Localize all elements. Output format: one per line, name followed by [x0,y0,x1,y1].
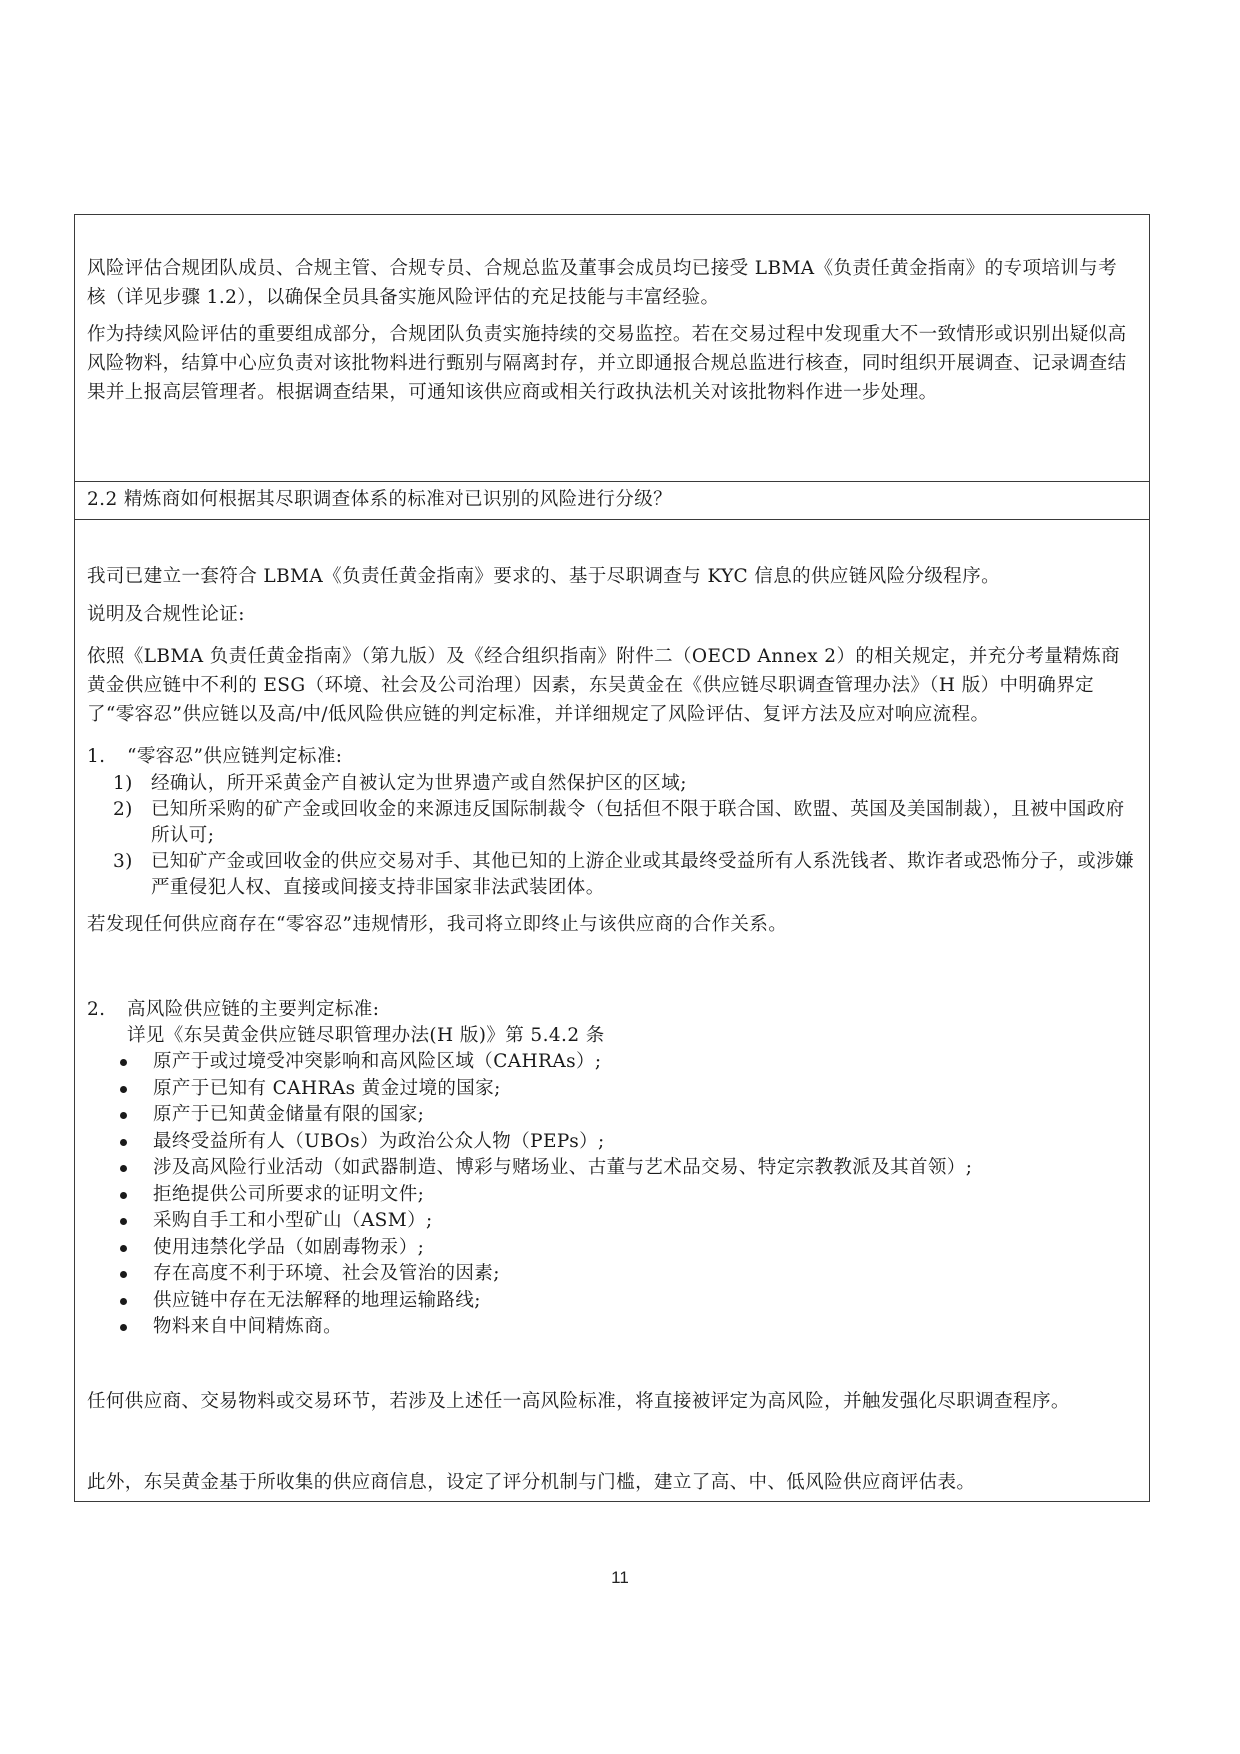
bullet-icon [117,1314,153,1340]
item-text: 供应链中存在无法解释的地理运输路线; [153,1289,481,1311]
zero-tolerance-list [87,771,1135,901]
page-number: 11 [611,1568,629,1587]
list-item [117,1314,1135,1341]
item-text: 已知所采购的矿产金或回收金的来源违反国际制裁令（包括但不限于联合国、欧盟、英国及美国制裁），且被中国政府所认可; [151,799,1125,846]
item-text: 原产于已知黄金储量有限的国家; [153,1104,425,1125]
item-text: 使用违禁化学品（如剧毒物汞）; [153,1236,425,1258]
list-item [117,1155,1135,1182]
document-table [74,214,1150,1502]
list-item [117,1261,1135,1288]
item-number: 3) [113,851,133,872]
list-item [113,797,1135,849]
explanation-label: 说明及合规性论证: [87,604,245,625]
bullet-icon [117,1288,153,1314]
explanation-paragraph: 依照《LBMA 负责任黄金指南》（第九版）及《经合组织指南》附件二（OECD Annex 2）的相关规定，并充分考量精炼商黄金供应链中不利的 ESG（环境、社会及公司治理）因素，东吴黄金在《供应链尽职调查管理办法》（H 版）中明确界定了“零容忍”供应链以及高/中/低风险供应链的判定标准，并详细规定了风险评估、复评方法及应对响应流程。 [87,646,1120,725]
zero-tolerance-heading [87,742,1135,771]
list-item [117,1102,1135,1129]
bullet-icon [117,1261,153,1287]
training-and-monitoring-cell [75,215,1149,481]
bullet-icon [117,1129,153,1155]
item-text: 最终受益所有人（UBOs）为政治公众人物（PEPs）; [153,1130,605,1152]
closing-paragraph: 此外，东吴黄金基于所收集的供应商信息，设定了评分机制与门槛，建立了高、中、低风险供应商评估表。 [87,1471,976,1493]
zero-tolerance-conclusion: 若发现任何供应商存在“零容忍”违规情形，我司将立即终止与该供应商的合作关系。 [87,914,788,935]
item-text: 原产于已知有 CAHRAs 黄金过境的国家; [153,1077,501,1099]
item-text: 已知矿产金或回收金的供应交易对手、其他已知的上游企业或其最终受益所有人系洗钱者、欺诈者或恐怖分子，或涉嫌严重侵犯人权、直接或间接支持非国家非法武装团体。 [151,851,1134,898]
item-text: 原产于或过境受冲突影响和高风险区域（CAHRAs）; [153,1051,602,1072]
bullet-icon [117,1049,153,1075]
list-number: 1. [87,746,106,767]
list-item [117,1129,1135,1156]
high-risk-criteria-list [87,1049,1135,1341]
item-text: 存在高度不利于环境、社会及管治的因素; [153,1263,500,1284]
item-text: 经确认，所开采黄金产自被认定为世界遗产或自然保护区的区域; [151,773,687,794]
zero-tolerance-title: “零容忍”供应链判定标准: [127,746,343,767]
section-header-2-2 [75,481,1149,520]
item-number: 1) [113,773,133,794]
high-risk-conclusion: 任何供应商、交易物料或交易环节，若涉及上述任一高风险标准，将直接被评定为高风险，并触发强化尽职调查程序。 [87,1390,1070,1412]
item-text: 采购自手工和小型矿山（ASM）; [153,1210,433,1231]
bullet-icon [117,1208,153,1234]
high-risk-reference: 详见《东吴黄金供应链尽职管理办法(H 版)》第 5.4.2 条 [127,1025,605,1046]
item-number: 2) [113,799,133,820]
bullet-icon [117,1155,153,1181]
intro-paragraph: 我司已建立一套符合 LBMA《负责任黄金指南》要求的、基于尽职调查与 KYC 信息的供应链风险分级程序。 [87,566,1000,587]
item-text: 涉及高风险行业活动（如武器制造、博彩与赌场业、古董与艺术品交易、特定宗教教派及其首领）; [153,1157,973,1178]
item-text: 拒绝提供公司所要求的证明文件; [153,1183,425,1205]
list-item [113,849,1135,901]
list-item [117,1049,1135,1076]
risk-grading-cell [75,520,1149,1501]
bullet-icon [117,1102,153,1128]
bullet-icon [117,1182,153,1208]
list-item [117,1208,1135,1235]
list-number: 2. [87,999,106,1020]
list-item [117,1235,1135,1262]
high-risk-heading [87,997,1135,1023]
section-title: 2.2 精炼商如何根据其尽职调查体系的标准对已识别的风险进行分级？ [87,489,673,510]
item-text: 物料来自中间精炼商。 [153,1316,343,1337]
list-item [117,1076,1135,1103]
bullet-icon [117,1076,153,1102]
high-risk-section [87,997,1135,1416]
list-item [117,1182,1135,1209]
zero-tolerance-section [87,742,1135,939]
training-paragraph: 风险评估合规团队成员、合规主管、合规专员、合规总监及董事会成员均已接受 LBMA《负责任黄金指南》的专项培训与考核（详见步骤 1.2），以确保全员具备实施风险评估的充足技能与丰富经验。 [87,258,1117,308]
bullet-icon [117,1235,153,1261]
list-item [113,771,1135,797]
high-risk-title: 高风险供应链的主要判定标准: [127,999,380,1020]
monitoring-paragraph: 作为持续风险评估的重要组成部分，合规团队负责实施持续的交易监控。若在交易过程中发现重大不一致情形或识别出疑似高风险物料，结算中心应负责对该批物料进行甄别与隔离封存，并立即通报合规总监进行核查，同时组织开展调查、记录调查结果并上报高层管理者。根据调查结果，可通知该供应商或相关行政执法机关对该批物料作进一步处理。 [87,324,1127,403]
list-item [117,1288,1135,1315]
